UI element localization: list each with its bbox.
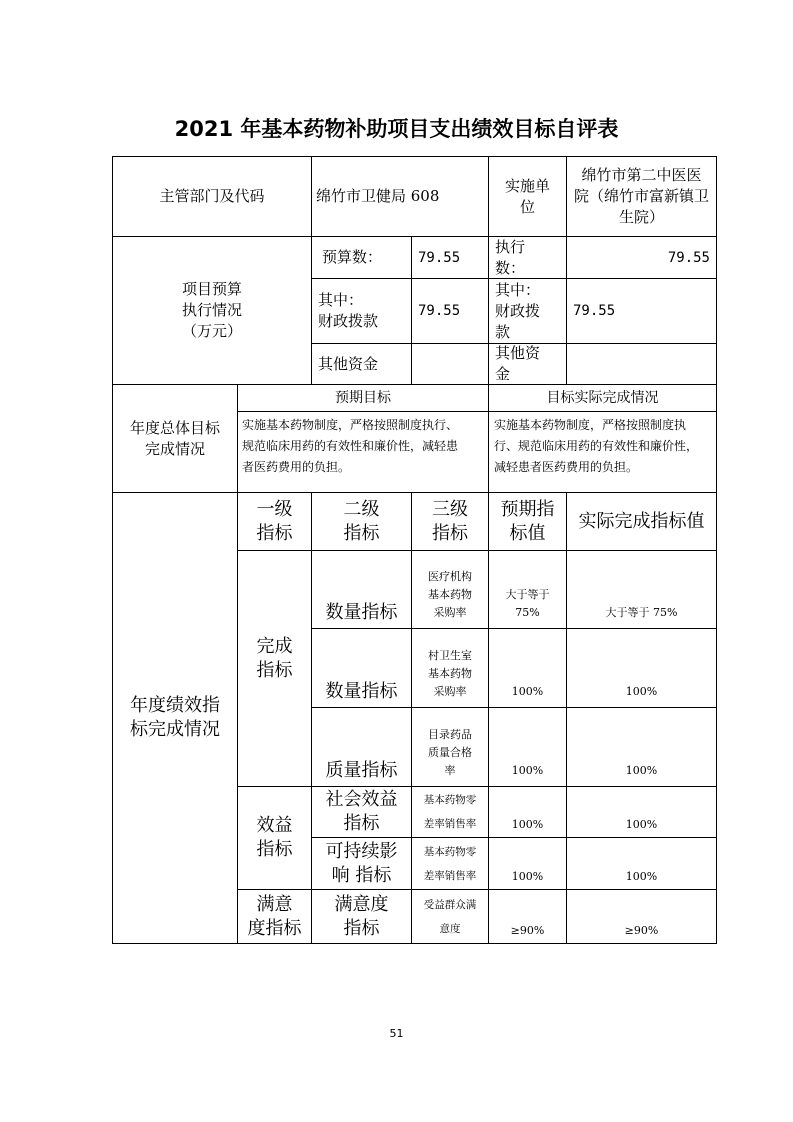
row3-level2: 质量指标 (325, 760, 398, 781)
row4-level3: 基本药物零 差率销售率 (423, 794, 477, 830)
actual-goal-text: 实施基本药物制度，严格按照制度执 行、规范临床用药的有效性和廉价性， 减轻患者医药费用的负担。 (494, 418, 699, 474)
dept-value: 绵竹市卫健局 608 (316, 187, 440, 205)
exec-label: 执行 数： (495, 237, 526, 277)
performance-section-label: 年度绩效指 标完成情况 (130, 695, 220, 740)
actual-value-header: 实际完成指标值 (578, 510, 705, 532)
fiscal-value: 79.55 (418, 303, 461, 319)
budget-label: 预算数： (322, 248, 383, 266)
row3-expected: 100% (511, 764, 544, 777)
budget-value: 79.55 (418, 249, 461, 266)
completion-group-label: 完成 指标 (256, 635, 293, 681)
row4-level2: 社会效益 指标 (325, 789, 398, 834)
row2-level2: 数量指标 (325, 681, 398, 702)
other-label: 其他资金 (318, 354, 379, 373)
expected-goal-text: 实施基本药物制度，严格按照制度执行、 规范临床用药的有效性和廉价性，减轻患 者医药费用的负担。 (242, 418, 459, 474)
unit-value: 绵竹市第二中医医 院（绵竹市富新镇卫 生院） (573, 166, 709, 226)
budget-section-label: 项目预算 执行情况 （万元） (181, 280, 242, 340)
actual-goal-header: 目标实际完成情况 (546, 390, 659, 406)
dept-label: 主管部门及代码 (159, 187, 265, 205)
level2-header: 二级 指标 (343, 498, 380, 544)
level1-header: 一级 指标 (256, 498, 293, 544)
page-title: 2021 年基本药物补助项目支出绩效目标自评表 (174, 117, 619, 141)
row5-expected: 100% (511, 870, 544, 883)
row1-actual: 大于等于 75% (605, 606, 678, 619)
exec-fiscal-label: 其中： 财政拨 款 (495, 280, 541, 341)
exec-other-value (567, 344, 716, 384)
benefit-group-label: 效益 指标 (256, 815, 293, 860)
row5-level3: 基本药物零 差率销售率 (423, 845, 477, 882)
level3-header: 三级 指标 (432, 498, 468, 544)
exec-other-label: 其他资 金 (495, 344, 541, 383)
row5-actual: 100% (625, 870, 658, 883)
goals-section-label: 年度总体目标 完成情况 (129, 418, 220, 458)
row1-expected: 大于等于 75% (505, 588, 550, 619)
satisfaction-group-label: 满意 度指标 (247, 893, 302, 939)
row6-level3: 受益群众满 意度 (423, 898, 477, 935)
row1-level3: 医疗机构 基本药物 采购率 (428, 570, 472, 619)
row1-level2: 数量指标 (325, 602, 398, 623)
row2-actual: 100% (625, 685, 658, 698)
row6-expected: ≥90% (510, 924, 545, 937)
row5-level2: 可持续影 响 指标 (325, 840, 398, 886)
unit-label: 实施单 位 (504, 176, 550, 216)
page-number: 51 (389, 1027, 404, 1040)
row6-level2: 满意度 指标 (334, 893, 389, 939)
other-value (412, 344, 488, 384)
exec-fiscal-value: 79.55 (573, 303, 616, 319)
expected-value-header: 预期指 标值 (500, 498, 555, 544)
row3-actual: 100% (625, 764, 658, 777)
row4-expected: 100% (511, 818, 544, 831)
exec-value: 79.55 (667, 249, 710, 266)
expected-goal-header: 预期目标 (335, 390, 391, 406)
row6-actual: ≥90% (624, 924, 659, 937)
fiscal-label: 其中： 财政拨款 (318, 291, 379, 330)
row4-actual: 100% (625, 818, 658, 831)
row3-level3: 目录药品 质量合格 率 (428, 728, 472, 777)
row2-level3: 村卫生室 基本药物 采购率 (428, 649, 472, 698)
row2-expected: 100% (511, 685, 544, 698)
